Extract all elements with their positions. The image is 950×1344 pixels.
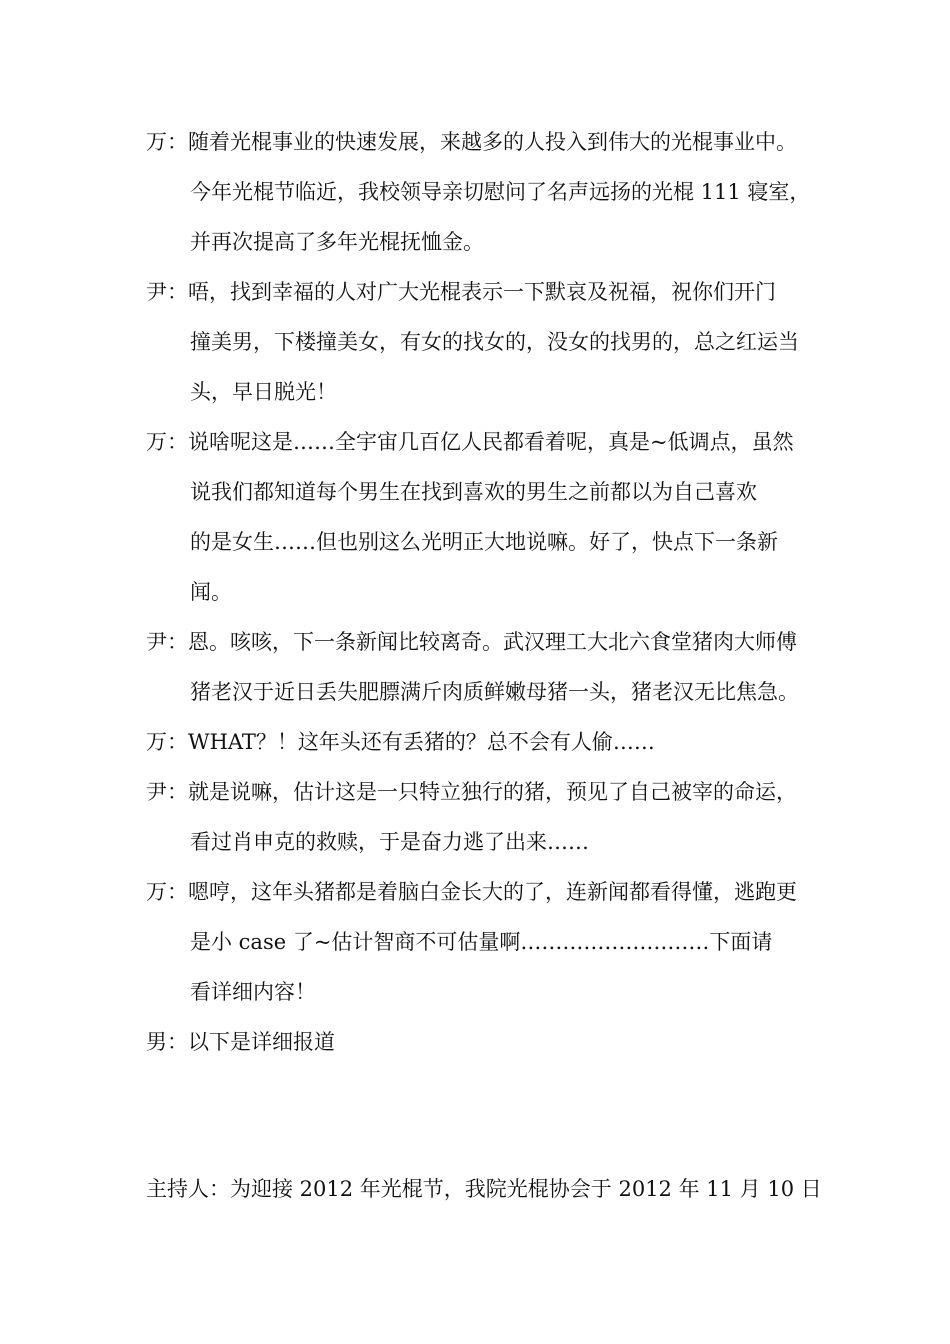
- host-speaker-label: 主持人：: [146, 1177, 230, 1201]
- dialogue-paragraph: [146, 117, 836, 267]
- dialogue-line: 看详细内容！: [190, 980, 316, 1004]
- dialogue-text: 说啥呢这是……全宇宙几百亿人民都看着呢，真是~低调点，虽然: [188, 430, 794, 454]
- dialogue-text: 唔，找到幸福的人对广大光棍表示一下默哀及祝福，祝你们开门: [188, 280, 776, 304]
- dialogue-paragraph: [146, 867, 836, 1017]
- dialogue-line: [146, 767, 836, 817]
- speaker-label: 万：: [146, 130, 188, 154]
- dialogue-line: 看过肖申克的救赎，于是奋力逃了出来……: [190, 830, 589, 854]
- dialogue-text: 以下是详细报道: [188, 1030, 335, 1054]
- host-text: 为迎接 2012 年光棍节，我院光棍协会于 2012 年 11 月 10 日: [230, 1177, 822, 1201]
- speaker-label: 万：: [146, 730, 188, 754]
- dialogue-line: [146, 1017, 836, 1067]
- dialogue-text: WHAT？！这年头还有丢猪的？总不会有人偷……: [188, 730, 655, 754]
- dialogue-paragraph: [146, 417, 836, 617]
- dialogue-line: [146, 117, 836, 167]
- dialogue-text: 嗯哼，这年头猪都是着脑白金长大的了，连新闻都看得懂，逃跑更: [188, 880, 797, 904]
- speaker-label: 尹：: [146, 630, 188, 654]
- dialogue-line: [146, 267, 836, 317]
- dialogue-line: 猪老汉于近日丢失肥膘满斤肉质鲜嫩母猪一头，猪老汉无比焦急。: [190, 680, 799, 704]
- dialogue-line: 闻。: [190, 580, 232, 604]
- speaker-label: 尹：: [146, 280, 188, 304]
- dialogue-paragraph: [146, 617, 836, 717]
- dialogue-line: [146, 867, 836, 917]
- dialogue-line: 的是女生……但也别这么光明正大地说嘛。好了，快点下一条新: [190, 530, 778, 554]
- dialogue-line: [146, 417, 836, 467]
- dialogue-line: 是小 case 了~估计智商不可估量啊………………………下面请: [190, 930, 773, 954]
- dialogue-paragraph: [146, 267, 836, 417]
- dialogue-line: [146, 717, 836, 767]
- dialogue-line: 头，早日脱光！: [190, 380, 337, 404]
- dialogue-line: 撞美男，下楼撞美女，有女的找女的，没女的找男的，总之红运当: [190, 330, 799, 354]
- dialogue-text: 随着光棍事业的快速发展，来越多的人投入到伟大的光棍事业中。: [188, 130, 797, 154]
- speaker-label: 男：: [146, 1030, 188, 1054]
- host-paragraph: [146, 1164, 836, 1214]
- speaker-label: 尹：: [146, 780, 188, 804]
- speaker-label: 万：: [146, 880, 188, 904]
- speaker-label: 万：: [146, 430, 188, 454]
- dialogue-text: 就是说嘛，估计这是一只特立独行的猪，预见了自己被宰的命运，: [188, 780, 797, 804]
- dialogue-paragraph: [146, 1017, 836, 1067]
- dialogue-paragraph: [146, 767, 836, 867]
- dialogue-line: [146, 617, 836, 667]
- dialogue-text: 恩。咳咳，下一条新闻比较离奇。武汉理工大北六食堂猪肉大师傅: [188, 630, 797, 654]
- dialogue-paragraph: [146, 717, 836, 767]
- host-line: [146, 1164, 836, 1214]
- dialogue-line: 今年光棍节临近，我校领导亲切慰问了名声远扬的光棍 111 寝室，: [190, 180, 811, 204]
- dialogue-line: 并再次提高了多年光棍抚恤金。: [190, 230, 484, 254]
- dialogue-line: 说我们都知道每个男生在找到喜欢的男生之前都以为自己喜欢: [190, 480, 757, 504]
